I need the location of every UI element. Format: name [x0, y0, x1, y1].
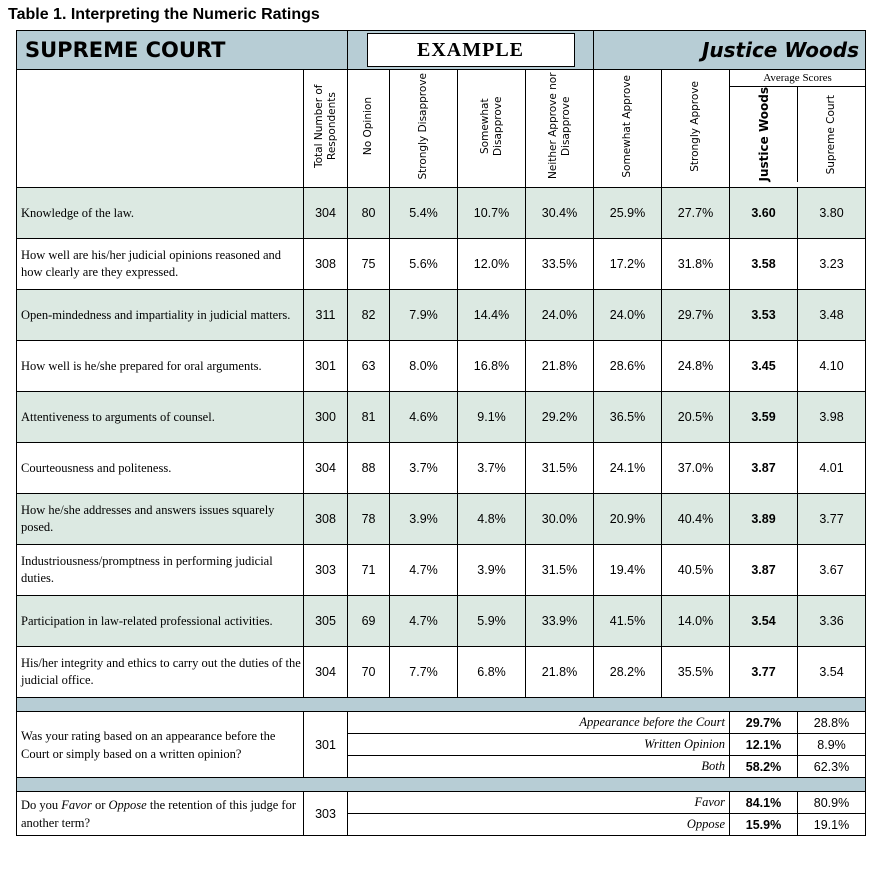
cell-somewhat-disapprove: 10.7% [458, 188, 526, 239]
retention-justice: 15.9% [730, 814, 798, 836]
cell-strongly-approve: 20.5% [662, 392, 730, 443]
row-label: How well are his/her judicial opinions reasoned and how clearly are they expressed. [17, 239, 304, 290]
header-somewhat-disapprove: Somewhat Disapprove [458, 70, 526, 188]
cell-court-score: 3.36 [798, 596, 866, 647]
cell-somewhat-disapprove: 6.8% [458, 647, 526, 698]
cell-neither: 24.0% [526, 290, 594, 341]
cell-court-score: 4.10 [798, 341, 866, 392]
header-blank [17, 70, 304, 188]
header-row [17, 70, 866, 188]
cell-no-opinion: 70 [348, 647, 390, 698]
cell-total: 308 [304, 494, 348, 545]
rating-rows [17, 188, 866, 698]
cell-strongly-disapprove: 7.9% [390, 290, 458, 341]
retention-item-label: Oppose [348, 814, 730, 836]
cell-no-opinion: 88 [348, 443, 390, 494]
cell-total: 308 [304, 239, 348, 290]
header-neither: Neither Approve nor Disapprove [526, 70, 594, 188]
cell-neither: 31.5% [526, 443, 594, 494]
cell-no-opinion: 75 [348, 239, 390, 290]
retention-item-label: Favor [348, 792, 730, 814]
cell-neither: 31.5% [526, 545, 594, 596]
cell-somewhat-approve: 28.6% [594, 341, 662, 392]
cell-strongly-approve: 29.7% [662, 290, 730, 341]
cell-court-score: 3.98 [798, 392, 866, 443]
cell-somewhat-disapprove: 3.7% [458, 443, 526, 494]
table-row [17, 392, 866, 443]
table-row [17, 443, 866, 494]
cell-justice-score: 3.59 [730, 392, 798, 443]
row-label: Open-mindedness and impartiality in judicial matters. [17, 290, 304, 341]
appearance-court: 62.3% [798, 756, 866, 778]
cell-somewhat-approve: 24.1% [594, 443, 662, 494]
header-somewhat-approve: Somewhat Approve [594, 70, 662, 188]
row-label: How well is he/she prepared for oral arguments. [17, 341, 304, 392]
cell-total: 304 [304, 443, 348, 494]
cell-strongly-disapprove: 8.0% [390, 341, 458, 392]
cell-justice-score: 3.45 [730, 341, 798, 392]
appearance-item-label: Appearance before the Court [348, 712, 730, 734]
cell-neither: 33.5% [526, 239, 594, 290]
cell-somewhat-disapprove: 14.4% [458, 290, 526, 341]
cell-strongly-disapprove: 5.4% [390, 188, 458, 239]
example-label: EXAMPLE [367, 33, 575, 67]
cell-somewhat-approve: 19.4% [594, 545, 662, 596]
appearance-item-label: Written Opinion [348, 734, 730, 756]
header-total: Total Number of Respondents [304, 70, 348, 188]
retention-justice: 84.1% [730, 792, 798, 814]
appearance-court: 8.9% [798, 734, 866, 756]
cell-strongly-approve: 27.7% [662, 188, 730, 239]
cell-no-opinion: 80 [348, 188, 390, 239]
cell-court-score: 4.01 [798, 443, 866, 494]
average-scores-label: Average Scores [730, 70, 865, 87]
cell-total: 304 [304, 647, 348, 698]
cell-neither: 30.0% [526, 494, 594, 545]
appearance-total: 301 [304, 712, 348, 778]
cell-strongly-disapprove: 5.6% [390, 239, 458, 290]
cell-total: 300 [304, 392, 348, 443]
cell-justice-score: 3.60 [730, 188, 798, 239]
cell-somewhat-disapprove: 5.9% [458, 596, 526, 647]
appearance-justice: 29.7% [730, 712, 798, 734]
retention-court: 80.9% [798, 792, 866, 814]
cell-somewhat-approve: 28.2% [594, 647, 662, 698]
row-label: His/her integrity and ethics to carry out the duties of the judicial office. [17, 647, 304, 698]
row-label: Attentiveness to arguments of counsel. [17, 392, 304, 443]
cell-court-score: 3.80 [798, 188, 866, 239]
cell-total: 303 [304, 545, 348, 596]
cell-strongly-disapprove: 4.7% [390, 596, 458, 647]
cell-justice-score: 3.53 [730, 290, 798, 341]
cell-justice-score: 3.87 [730, 443, 798, 494]
row-label: Courteousness and politeness. [17, 443, 304, 494]
cell-somewhat-disapprove: 12.0% [458, 239, 526, 290]
appearance-row [17, 712, 866, 734]
retention-row [17, 792, 866, 814]
table-row [17, 341, 866, 392]
cell-strongly-approve: 40.5% [662, 545, 730, 596]
cell-somewhat-approve: 25.9% [594, 188, 662, 239]
cell-no-opinion: 82 [348, 290, 390, 341]
cell-neither: 21.8% [526, 647, 594, 698]
cell-no-opinion: 71 [348, 545, 390, 596]
table-row [17, 647, 866, 698]
cell-strongly-disapprove: 4.6% [390, 392, 458, 443]
table-caption: Table 1. Interpreting the Numeric Ratings [8, 6, 320, 23]
cell-total: 304 [304, 188, 348, 239]
cell-court-score: 3.23 [798, 239, 866, 290]
cell-total: 305 [304, 596, 348, 647]
cell-somewhat-disapprove: 3.9% [458, 545, 526, 596]
cell-justice-score: 3.89 [730, 494, 798, 545]
cell-somewhat-disapprove: 4.8% [458, 494, 526, 545]
retention-court: 19.1% [798, 814, 866, 836]
cell-court-score: 3.54 [798, 647, 866, 698]
table-row [17, 290, 866, 341]
judge-name: Justice Woods [594, 31, 866, 70]
cell-strongly-disapprove: 3.7% [390, 443, 458, 494]
cell-court-score: 3.48 [798, 290, 866, 341]
table-row [17, 239, 866, 290]
cell-strongly-approve: 14.0% [662, 596, 730, 647]
cell-strongly-approve: 24.8% [662, 341, 730, 392]
cell-neither: 30.4% [526, 188, 594, 239]
retention-total: 303 [304, 792, 348, 836]
cell-justice-score: 3.77 [730, 647, 798, 698]
cell-strongly-approve: 40.4% [662, 494, 730, 545]
header-strongly-disapprove: Strongly Disapprove [390, 70, 458, 188]
row-label: Industriousness/promptness in performing judicial duties. [17, 545, 304, 596]
cell-somewhat-approve: 41.5% [594, 596, 662, 647]
cell-strongly-disapprove: 4.7% [390, 545, 458, 596]
court-title: SUPREME COURT [17, 31, 348, 70]
cell-total: 311 [304, 290, 348, 341]
row-label: How he/she addresses and answers issues squarely posed. [17, 494, 304, 545]
cell-justice-score: 3.54 [730, 596, 798, 647]
table-row [17, 596, 866, 647]
row-label: Participation in law-related professional activities. [17, 596, 304, 647]
appearance-item-label: Both [348, 756, 730, 778]
appearance-question: Was your rating based on an appearance before the Court or simply based on a written opinion? [17, 712, 304, 778]
row-label: Knowledge of the law. [17, 188, 304, 239]
cell-somewhat-approve: 36.5% [594, 392, 662, 443]
cell-justice-score: 3.87 [730, 545, 798, 596]
header-justice: Justice Woods [730, 87, 798, 182]
cell-strongly-approve: 37.0% [662, 443, 730, 494]
cell-no-opinion: 78 [348, 494, 390, 545]
example-cell [348, 31, 594, 70]
cell-somewhat-approve: 17.2% [594, 239, 662, 290]
header-no-opinion: No Opinion [348, 70, 390, 188]
cell-neither: 29.2% [526, 392, 594, 443]
table-row [17, 545, 866, 596]
header-average-scores [730, 70, 866, 188]
appearance-justice: 58.2% [730, 756, 798, 778]
header-supreme: Supreme Court [825, 94, 838, 175]
cell-justice-score: 3.58 [730, 239, 798, 290]
cell-no-opinion: 81 [348, 392, 390, 443]
cell-somewhat-approve: 20.9% [594, 494, 662, 545]
cell-somewhat-disapprove: 9.1% [458, 392, 526, 443]
cell-somewhat-approve: 24.0% [594, 290, 662, 341]
header-strongly-approve: Strongly Approve [662, 70, 730, 188]
cell-court-score: 3.67 [798, 545, 866, 596]
cell-somewhat-disapprove: 16.8% [458, 341, 526, 392]
table-row [17, 188, 866, 239]
cell-neither: 33.9% [526, 596, 594, 647]
table-row [17, 494, 866, 545]
cell-court-score: 3.77 [798, 494, 866, 545]
appearance-court: 28.8% [798, 712, 866, 734]
separator-row [17, 698, 866, 712]
cell-no-opinion: 69 [348, 596, 390, 647]
separator-row [17, 778, 866, 792]
retention-question: Do you Favor or Oppose the retention of this judge for another term? [17, 792, 304, 836]
ratings-table [16, 30, 866, 836]
cell-neither: 21.8% [526, 341, 594, 392]
cell-strongly-disapprove: 3.9% [390, 494, 458, 545]
cell-strongly-approve: 35.5% [662, 647, 730, 698]
cell-strongly-approve: 31.8% [662, 239, 730, 290]
cell-strongly-disapprove: 7.7% [390, 647, 458, 698]
banner-row [17, 31, 866, 70]
cell-total: 301 [304, 341, 348, 392]
appearance-justice: 12.1% [730, 734, 798, 756]
cell-no-opinion: 63 [348, 341, 390, 392]
